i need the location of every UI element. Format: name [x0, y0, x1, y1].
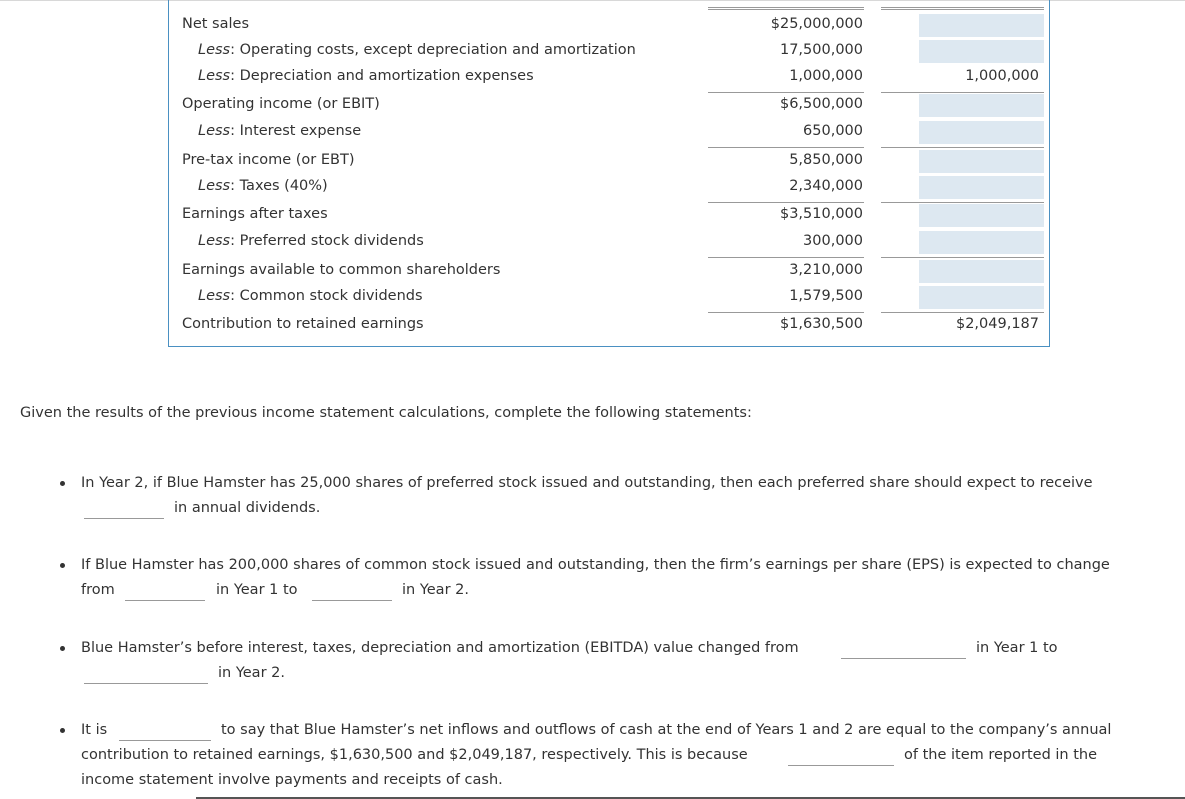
row-pretax-income: [0, 148, 1185, 175]
row-label-text: : Interest expense: [230, 123, 362, 139]
year1-value: $25,000,000: [770, 16, 863, 32]
year1-value: 650,000: [803, 123, 863, 139]
year1-value: 300,000: [803, 233, 863, 249]
year2-input[interactable]: [919, 94, 1044, 117]
row-label-text: : Depreciation and amortization expenses: [230, 68, 534, 84]
less-prefix: Less: [198, 68, 231, 84]
q2-eps-year2-dropdown[interactable]: [312, 600, 392, 601]
less-prefix: Less: [198, 123, 231, 139]
q3-text: Blue Hamster’s before interest, taxes, depreciation and amortization (EBITDA) value changed from: [81, 640, 799, 656]
row-label: Pre-tax income (or EBT): [182, 152, 355, 168]
row-label: [198, 233, 424, 249]
header-rule-year2: [881, 7, 1044, 10]
row-label-text: : Taxes (40%): [230, 178, 328, 194]
less-prefix: Less: [198, 288, 231, 304]
row-label: [198, 178, 328, 194]
row-label: Operating income (or EBIT): [182, 96, 380, 112]
q2-eps-year1-dropdown[interactable]: [125, 600, 205, 601]
year1-value: 5,850,000: [789, 152, 863, 168]
row-operating-income: [0, 92, 1185, 119]
row-taxes: [0, 174, 1185, 201]
year2-input[interactable]: [919, 260, 1044, 283]
bullet-icon: [60, 646, 68, 654]
year2-input[interactable]: [919, 204, 1044, 227]
row-preferred-dividends: [0, 229, 1185, 256]
year2-input[interactable]: [919, 40, 1044, 63]
q4-after-blank2: of the item reported in the: [904, 747, 1098, 763]
row-interest-expense: [0, 119, 1185, 146]
year2-value: 1,000,000: [965, 68, 1039, 84]
q4-correctness-dropdown[interactable]: [119, 740, 211, 741]
q4-reason-dropdown[interactable]: [788, 765, 894, 766]
row-common-dividends: [0, 284, 1185, 311]
q4-after-blank1: to say that Blue Hamster’s net inflows and outflows of cash at the end of Years 1 and 2 are equal to the company’s annual: [221, 722, 1112, 738]
year2-input[interactable]: [919, 150, 1044, 173]
row-label-text: : Common stock dividends: [230, 288, 423, 304]
row-depreciation: [0, 64, 1185, 91]
q2-end: in Year 2.: [402, 582, 469, 598]
q1-after-blank: in annual dividends.: [174, 500, 321, 516]
year2-input[interactable]: [919, 14, 1044, 37]
year2-value: $2,049,187: [955, 316, 1039, 332]
row-operating-costs: [0, 38, 1185, 65]
q4-line2: contribution to retained earnings, $1,630,500 and $2,049,187, respectively. This is because: [81, 747, 748, 763]
q2-text: If Blue Hamster has 200,000 shares of common stock issued and outstanding, then the firm’s earnings per share (EPS) is expected to change: [81, 557, 1110, 573]
row-label: Earnings available to common shareholders: [182, 262, 501, 278]
row-label: [198, 42, 636, 58]
row-net-sales: [0, 12, 1185, 39]
header-rule-year1: [708, 7, 864, 10]
q1-dividend-dropdown[interactable]: [84, 518, 164, 519]
q2-mid: in Year 1 to: [216, 582, 298, 598]
year1-value: 3,210,000: [789, 262, 863, 278]
year1-value: 1,000,000: [789, 68, 863, 84]
row-label: Earnings after taxes: [182, 206, 328, 222]
year1-value: $6,500,000: [779, 96, 863, 112]
row-label: [198, 123, 361, 139]
year1-value: $3,510,000: [779, 206, 863, 222]
year2-input[interactable]: [919, 231, 1044, 254]
bullet-icon: [60, 728, 68, 736]
questions-intro: Given the results of the previous income statement calculations, complete the following statements:: [20, 405, 752, 421]
row-label: Contribution to retained earnings: [182, 316, 424, 332]
q3-after-blank1: in Year 1 to: [976, 640, 1058, 656]
row-label-text: : Preferred stock dividends: [230, 233, 424, 249]
year1-value: 1,579,500: [789, 288, 863, 304]
less-prefix: Less: [198, 178, 231, 194]
q3-ebitda-year1-dropdown[interactable]: [841, 658, 966, 659]
row-label-text: : Operating costs, except depreciation and amortization: [230, 42, 636, 58]
less-prefix: Less: [198, 42, 231, 58]
year2-input[interactable]: [919, 176, 1044, 199]
less-prefix: Less: [198, 233, 231, 249]
row-label: [198, 68, 534, 84]
year1-value: 17,500,000: [779, 42, 863, 58]
row-earnings-available-common: [0, 258, 1185, 285]
bullet-icon: [60, 481, 68, 489]
year1-value: $1,630,500: [779, 316, 863, 332]
bullet-icon: [60, 563, 68, 571]
q3-end: in Year 2.: [218, 665, 285, 681]
row-label: [198, 288, 423, 304]
year2-input[interactable]: [919, 121, 1044, 144]
row-contribution-retained-earnings: [0, 312, 1185, 339]
year2-input[interactable]: [919, 286, 1044, 309]
q2-from: from: [81, 582, 115, 598]
row-earnings-after-taxes: [0, 202, 1185, 229]
q4-line3: income statement involve payments and receipts of cash.: [81, 772, 503, 788]
row-label: Net sales: [182, 16, 250, 32]
q1-text: In Year 2, if Blue Hamster has 25,000 shares of preferred stock issued and outstanding, then each preferred share should expect to receive: [81, 475, 1093, 491]
year1-value: 2,340,000: [789, 178, 863, 194]
q3-ebitda-year2-dropdown[interactable]: [84, 683, 208, 684]
q4-start: It is: [81, 722, 108, 738]
